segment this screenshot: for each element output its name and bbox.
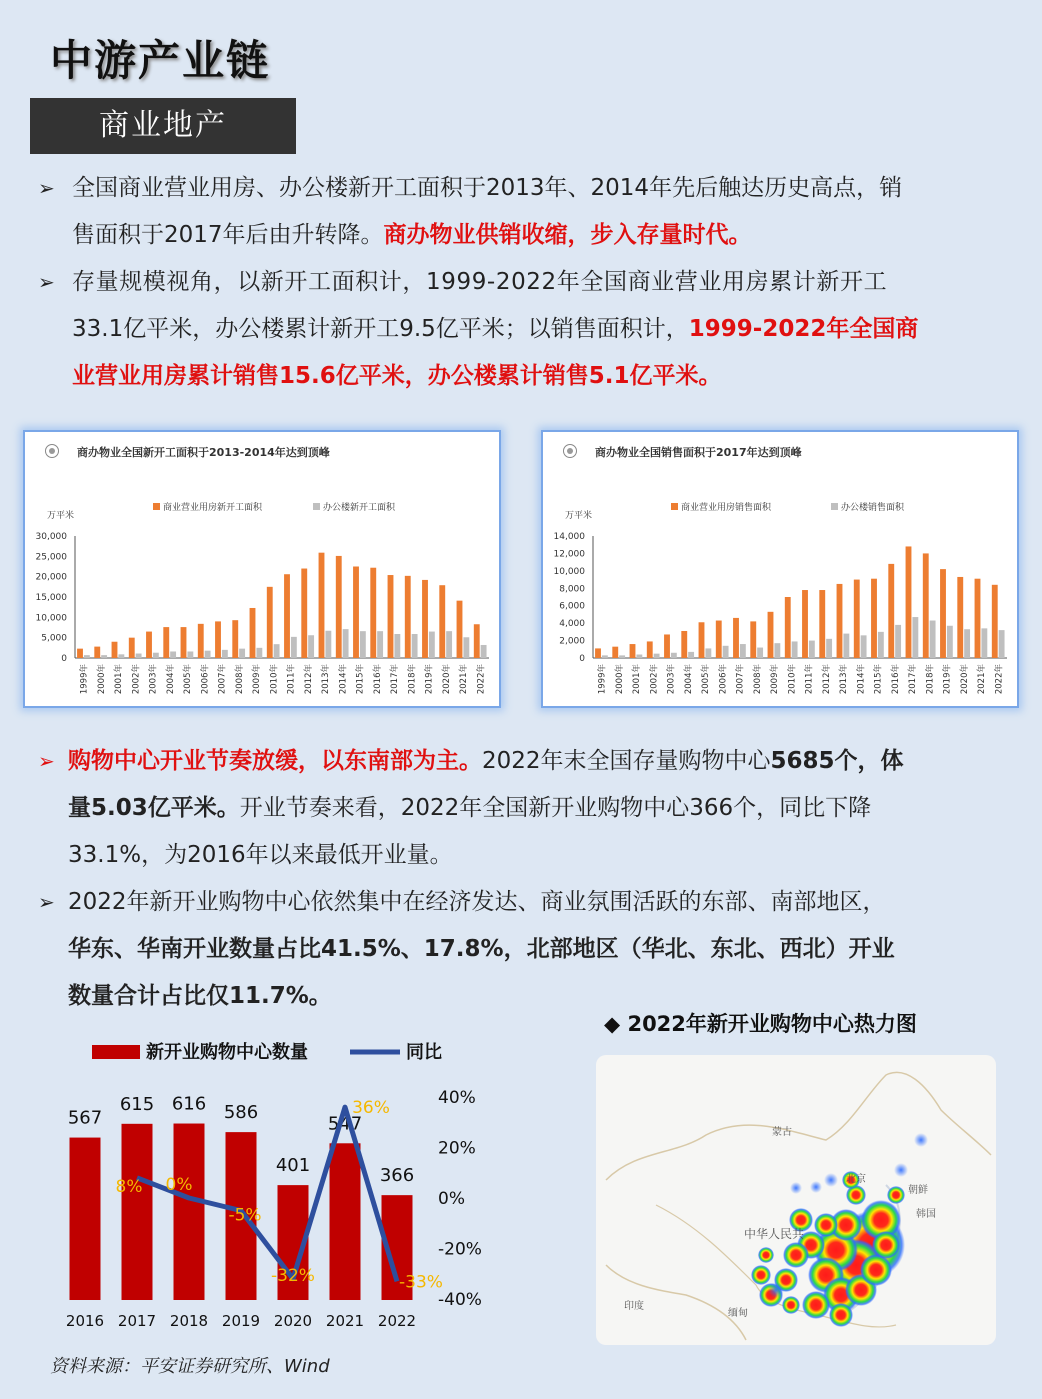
yoy-label: -5%	[228, 1205, 262, 1226]
x-tick: 1999年	[79, 664, 90, 695]
heat-spot-small	[894, 1163, 908, 1177]
bar-office	[619, 655, 625, 658]
y2-tick: 20%	[438, 1138, 476, 1159]
heat-spot	[887, 1186, 905, 1204]
bar-commercial	[733, 618, 739, 658]
bar-commercial	[785, 597, 791, 658]
bar-value-label: 547	[327, 1113, 363, 1135]
unit-label: 万平米	[565, 511, 593, 521]
bar-commercial	[146, 632, 152, 658]
mall-paragraph	[38, 738, 993, 1020]
y-tick: 0	[61, 654, 67, 664]
y2-tick: -40%	[438, 1290, 482, 1310]
bar-office	[291, 637, 297, 658]
unit-label: 万平米	[47, 511, 75, 521]
x-tick: 2020	[273, 1312, 313, 1330]
bar-office	[153, 653, 159, 658]
label-beijing: 北京	[846, 1174, 866, 1185]
bar-commercial	[353, 567, 359, 659]
bar-commercial	[871, 579, 877, 658]
bar-office	[101, 655, 107, 658]
bar-office	[964, 629, 970, 658]
x-tick: 2002年	[131, 664, 142, 695]
bar-value-label: 586	[223, 1102, 259, 1124]
arrow-icon: ➢	[38, 176, 55, 200]
bar-office	[187, 651, 193, 658]
heat-spot	[783, 1242, 809, 1268]
x-tick: 2017	[117, 1312, 157, 1330]
bar-office	[429, 632, 435, 658]
y-tick: 10,000	[35, 613, 67, 624]
x-tick: 2011年	[804, 664, 815, 695]
y2-tick: -20%	[438, 1239, 482, 1260]
legend-swatch-bar	[92, 1045, 140, 1059]
bar-commercial	[474, 624, 480, 658]
x-tick: 2002年	[649, 664, 660, 695]
heat-spot	[814, 1213, 838, 1237]
bar-commercial	[888, 564, 894, 658]
bar-office	[256, 648, 262, 658]
bar-office	[446, 631, 452, 658]
bar-office	[118, 654, 124, 658]
x-tick: 2008年	[752, 664, 763, 695]
y-tick: 30,000	[35, 532, 67, 542]
heat-spot-small	[824, 1173, 838, 1187]
x-tick: 2008年	[234, 664, 245, 695]
bar-commercial	[388, 575, 394, 658]
bar-commercial	[129, 638, 135, 658]
legend-swatch	[831, 503, 838, 510]
bar-value-label: 615	[119, 1093, 155, 1115]
y-tick: 4,000	[559, 619, 585, 630]
x-tick: 2004年	[165, 664, 176, 695]
legend-swatch	[313, 503, 320, 510]
bar-commercial	[370, 568, 376, 658]
bar-office	[895, 625, 901, 658]
section-label: 商业地产	[30, 98, 296, 154]
heatmap-map	[596, 1055, 996, 1345]
yoy-label: 8%	[115, 1176, 143, 1197]
bar-value-label: 366	[379, 1165, 415, 1187]
bar-mall-count	[174, 1124, 205, 1300]
bar-office	[222, 650, 228, 658]
bar-commercial	[906, 546, 912, 658]
bar-office	[999, 630, 1005, 658]
legend-label-bar: 新开业购物中心数量	[146, 1042, 308, 1063]
x-tick: 2016	[65, 1312, 105, 1330]
bar-office	[912, 617, 918, 658]
y-tick: 10,000	[553, 566, 585, 577]
heat-spot-small	[790, 1182, 802, 1194]
bar-office	[947, 626, 953, 658]
x-tick: 2012年	[821, 664, 832, 695]
yoy-label: -32%	[271, 1265, 315, 1286]
bar-office	[412, 634, 418, 658]
x-tick: 2016年	[890, 664, 901, 695]
x-tick: 2000年	[96, 664, 107, 695]
bar-office	[377, 631, 383, 658]
arrow-icon: ➢	[38, 890, 55, 914]
label-mongolia: 蒙古	[772, 1127, 792, 1138]
y-tick: 6,000	[559, 601, 585, 612]
x-tick: 2018年	[407, 664, 418, 695]
bar-office	[602, 655, 608, 658]
bar-office	[740, 644, 746, 658]
label-india: 印度	[624, 1301, 644, 1312]
bullet-1: ➢ 全国商业营业用房、办公楼新开工面积于2013年、2014年先后触达历史高点，销 售面积于2017年后由升转降。商办物业供销收缩，步入存量时代。	[38, 165, 993, 259]
bar-commercial	[837, 584, 843, 658]
bar-commercial	[319, 553, 325, 658]
bar-office	[792, 641, 798, 658]
legend-label-line: 同比	[406, 1042, 442, 1063]
bar-office	[136, 654, 142, 658]
yoy-label: -33%	[399, 1272, 443, 1293]
bar-commercial	[940, 569, 946, 658]
x-tick: 2010年	[787, 664, 798, 695]
mall-opening-chart	[50, 1030, 510, 1340]
x-tick: 2020年	[441, 664, 452, 695]
bar-commercial	[215, 621, 221, 658]
x-tick: 2015年	[873, 664, 884, 695]
yoy-label: 36%	[352, 1098, 390, 1119]
y-tick: 25,000	[35, 552, 67, 563]
bar-office	[239, 649, 245, 658]
legend	[671, 501, 905, 513]
bar-office	[308, 635, 314, 658]
x-tick: 2001年	[114, 664, 125, 695]
legend	[153, 501, 396, 513]
bar-office	[394, 634, 400, 658]
heat-spot-small	[810, 1181, 822, 1193]
bullet-3: ➢ 购物中心开业节奏放缓，以东南部为主。2022年末全国存量购物中心5685个，体 量5.03亿平米。开业节奏来看，2022年全国新开业购物中心366个，同比下降 33.1%，为2016年以来最低开业量。	[38, 738, 993, 879]
y-tick: 20,000	[35, 572, 67, 583]
bar-commercial	[923, 553, 929, 658]
x-tick: 2018	[169, 1312, 209, 1330]
bar-commercial	[405, 576, 411, 658]
y2-tick: 40%	[438, 1088, 476, 1108]
bar-mall-count	[330, 1143, 361, 1300]
legend-label: 办公楼销售面积	[841, 503, 905, 513]
x-tick: 2014年	[856, 664, 867, 695]
bar-commercial	[457, 601, 463, 658]
x-tick: 2009年	[770, 664, 781, 695]
heat-spot	[829, 1303, 853, 1327]
bar-commercial	[112, 642, 118, 658]
bar-office	[325, 631, 331, 658]
bar-office	[878, 632, 884, 658]
x-tick: 2010年	[269, 664, 280, 695]
bar-office	[636, 655, 642, 658]
x-tick: 2021年	[459, 664, 470, 695]
x-tick: 2021	[325, 1312, 365, 1330]
x-tick: 2003年	[148, 664, 159, 695]
heat-spot	[872, 1231, 900, 1259]
bar-commercial	[699, 622, 705, 658]
x-tick: 2022	[377, 1312, 417, 1330]
bar-commercial	[422, 580, 428, 658]
bar-office	[843, 634, 849, 658]
x-tick: 2009年	[252, 664, 263, 695]
bar-mall-count	[122, 1124, 153, 1300]
arrow-icon: ➢	[38, 749, 55, 773]
legend-label: 办公楼新开工面积	[323, 503, 396, 513]
x-tick: 2018年	[925, 664, 936, 695]
bar-office	[757, 648, 763, 658]
x-tick: 2001年	[632, 664, 643, 695]
legend-label: 商业营业用房销售面积	[681, 503, 772, 513]
bar-commercial	[336, 556, 342, 658]
bar-commercial	[647, 641, 653, 658]
x-tick: 2016年	[372, 664, 383, 695]
x-tick: 2022年	[476, 664, 487, 695]
x-tick: 2007年	[735, 664, 746, 695]
y-tick: 14,000	[553, 532, 585, 542]
bar-office	[705, 648, 711, 658]
bar-commercial	[975, 579, 981, 658]
bullet-2: ➢ 存量规模视角，以新开工面积计，1999-2022年全国商业营业用房累计新开工 33.1亿平米，办公楼累计新开工9.5亿平米；以销售面积计，1999-2022年全国商 业营业用房累计销售15.6亿平米，办公楼累计销售5.1亿平米。	[38, 259, 993, 400]
bar-commercial	[957, 577, 963, 658]
x-tick: 2006年	[718, 664, 729, 695]
bar-office	[723, 646, 729, 658]
y-tick: 5,000	[41, 633, 67, 644]
heat-spot	[751, 1265, 771, 1285]
bar-office	[481, 645, 487, 658]
bar-commercial	[750, 621, 756, 658]
y-tick: 2,000	[559, 636, 585, 647]
bar-value-label: 616	[171, 1093, 207, 1115]
y2-tick: 0%	[438, 1189, 465, 1209]
bar-office	[170, 651, 176, 658]
bar-office	[654, 654, 660, 658]
x-tick: 2004年	[683, 664, 694, 695]
heat-spot	[782, 1296, 800, 1314]
y-tick: 12,000	[553, 549, 585, 560]
bar-commercial	[612, 647, 618, 658]
bar-office	[688, 652, 694, 658]
bar-chart-2	[543, 432, 1017, 706]
legend-swatch	[153, 503, 160, 510]
bar-commercial	[301, 569, 307, 658]
bar-mall-count	[70, 1138, 101, 1300]
bar-commercial	[716, 621, 722, 658]
bar-commercial	[595, 648, 601, 658]
bullet-4: ➢ 2022年新开业购物中心依然集中在经济发达、商业氛围活跃的东部、南部地区， 华东、华南开业数量占比41.5%、17.8%，北部地区（华北、东北、西北）开业 数量合计占比仅11.7%。	[38, 879, 993, 1020]
bar-office	[826, 639, 832, 658]
china-border	[606, 1072, 991, 1340]
x-tick: 2017年	[390, 664, 401, 695]
label-north-korea: 朝鲜	[908, 1185, 928, 1196]
x-tick: 2007年	[217, 664, 228, 695]
chart-new-construction	[23, 430, 501, 708]
bar-office	[774, 643, 780, 658]
x-tick: 2017年	[908, 664, 919, 695]
bar-commercial	[768, 612, 774, 658]
bar-commercial	[802, 590, 808, 658]
bar-commercial	[94, 647, 100, 658]
china-heatmap	[596, 1055, 996, 1345]
x-tick: 2000年	[614, 664, 625, 695]
x-tick: 2005年	[701, 664, 712, 695]
label-korea: 韩国	[916, 1209, 936, 1220]
bar-office	[343, 629, 349, 658]
page-title: 中游产业链	[50, 36, 271, 85]
arrow-icon: ➢	[38, 270, 55, 294]
bar-commercial	[163, 627, 169, 658]
bar-commercial	[267, 587, 273, 658]
x-tick: 2019年	[424, 664, 435, 695]
x-tick: 2005年	[183, 664, 194, 695]
y-tick: 0	[579, 654, 585, 664]
bar-office	[930, 621, 936, 658]
heat-spot-small	[914, 1133, 928, 1147]
bar-value-label: 401	[275, 1155, 311, 1177]
x-tick: 2006年	[200, 664, 211, 695]
bar-commercial	[664, 634, 670, 658]
source-note: 资料来源：平安证券研究所、Wind	[50, 1356, 330, 1377]
bar-commercial	[992, 585, 998, 658]
bar-office	[463, 637, 469, 658]
label-myanmar: 缅甸	[728, 1308, 748, 1319]
bar-commercial	[232, 620, 238, 658]
heat-spot	[802, 1291, 830, 1319]
x-tick: 2013年	[839, 664, 850, 695]
x-tick: 2015年	[355, 664, 366, 695]
bar-value-label: 567	[67, 1107, 103, 1129]
bar-office	[360, 631, 366, 658]
heat-spot	[758, 1247, 774, 1263]
intro-paragraph	[38, 165, 993, 400]
bar-commercial	[439, 585, 445, 658]
bar-office	[861, 635, 867, 658]
bar-office	[205, 651, 211, 658]
y-tick: 8,000	[559, 584, 585, 595]
x-tick: 2019	[221, 1312, 261, 1330]
chart-title: 商办物业全国新开工面积于2013-2014年达到顶峰	[77, 446, 330, 459]
bar-commercial	[250, 608, 256, 658]
heat-spot-small	[768, 1282, 784, 1298]
bar-commercial	[198, 624, 204, 658]
bar-commercial	[819, 590, 825, 658]
x-tick: 2012年	[303, 664, 314, 695]
bar-office	[809, 641, 815, 658]
bar-office	[274, 644, 280, 658]
chart-title: 商办物业全国销售面积于2017年达到顶峰	[595, 446, 802, 459]
bar-office	[981, 628, 987, 658]
yoy-label: 0%	[165, 1175, 193, 1195]
x-tick: 2020年	[959, 664, 970, 695]
x-tick: 2019年	[942, 664, 953, 695]
heatmap-title: ◆ 2022年新开业购物中心热力图	[604, 1012, 917, 1036]
x-tick: 2011年	[286, 664, 297, 695]
x-tick: 2013年	[321, 664, 332, 695]
x-tick: 2021年	[977, 664, 988, 695]
y-tick: 15,000	[35, 593, 67, 603]
bar-commercial	[681, 631, 687, 658]
bar-office	[84, 655, 90, 658]
bar-chart-1	[25, 432, 499, 706]
x-tick: 2022年	[994, 664, 1005, 695]
bar-commercial	[181, 627, 187, 658]
bar-office	[671, 653, 677, 658]
label-china: 中华人民共	[744, 1227, 805, 1241]
bar-commercial	[854, 580, 860, 658]
legend-swatch	[671, 503, 678, 510]
legend-label: 商业营业用房新开工面积	[163, 503, 263, 513]
x-tick: 2014年	[338, 664, 349, 695]
bar-commercial	[630, 644, 636, 658]
x-tick: 1999年	[597, 664, 608, 695]
bar-commercial	[77, 649, 83, 658]
bar-commercial	[284, 574, 290, 658]
chart-sales-area	[541, 430, 1019, 708]
x-tick: 2003年	[666, 664, 677, 695]
